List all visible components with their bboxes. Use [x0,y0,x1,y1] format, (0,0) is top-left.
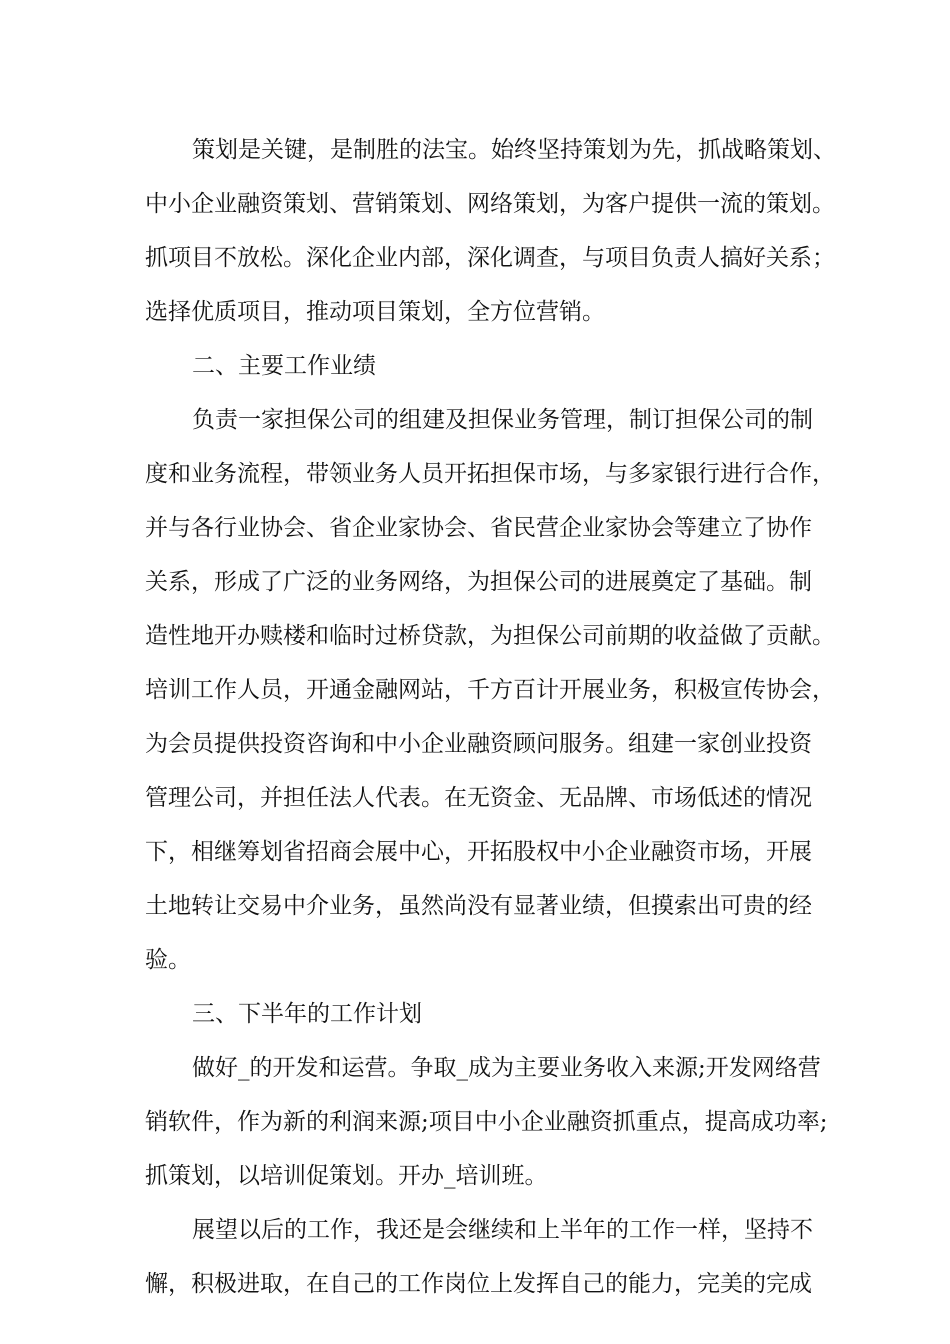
text-line: 销软件，作为新的利润来源;项目中小企业融资抓重点，提高成功率; [145,1109,828,1135]
section-heading: 二、主要工作业绩 [192,353,376,379]
section-heading: 三、下半年的工作计划 [192,1001,422,1027]
text-line: 展望以后的工作，我还是会继续和上半年的工作一样，坚持不 [192,1217,813,1243]
text-line: 做好_的开发和运营。争取_成为主要业务收入来源;开发网络营 [192,1055,821,1081]
text-line: 关系，形成了广泛的业务网络，为担保公司的进展奠定了基础。制 [145,569,812,595]
text-line: 土地转让交易中介业务，虽然尚没有显著业绩，但摸索出可贵的经 [145,893,812,919]
text-line: 培训工作人员，开通金融网站，千方百计开展业务，积极宣传协会， [145,677,835,703]
text-line: 中小企业融资策划、营销策划、网络策划，为客户提供一流的策划。 [145,191,835,217]
text-line: 下，相继筹划省招商会展中心，开拓股权中小企业融资市场，开展 [145,839,812,865]
text-line: 并与各行业协会、省企业家协会、省民营企业家协会等建立了协作 [145,515,812,541]
text-line: 抓策划，以培训促策划。开办_培训班。 [145,1163,548,1189]
text-line: 抓项目不放松。深化企业内部，深化调查，与项目负责人搞好关系； [145,245,835,271]
text-line: 为会员提供投资咨询和中小企业融资顾问服务。组建一家创业投资 [145,731,812,757]
text-line: 管理公司，并担任法人代表。在无资金、无品牌、市场低述的情况 [145,785,812,811]
text-line: 负责一家担保公司的组建及担保业务管理，制订担保公司的制 [192,407,813,433]
text-line: 选择优质项目，推动项目策划，全方位营销。 [145,299,605,325]
text-line: 验。 [145,947,191,973]
text-line: 策划是关键，是制胜的法宝。始终坚持策划为先，抓战略策划、 [192,137,836,163]
text-line: 度和业务流程，带领业务人员开拓担保市场，与多家银行进行合作， [145,461,835,487]
text-line: 懈，积极进取，在自己的工作岗位上发挥自己的能力，完美的完成 [145,1271,812,1297]
text-line: 造性地开办赎楼和临时过桥贷款，为担保公司前期的收益做了贡献。 [145,623,835,649]
